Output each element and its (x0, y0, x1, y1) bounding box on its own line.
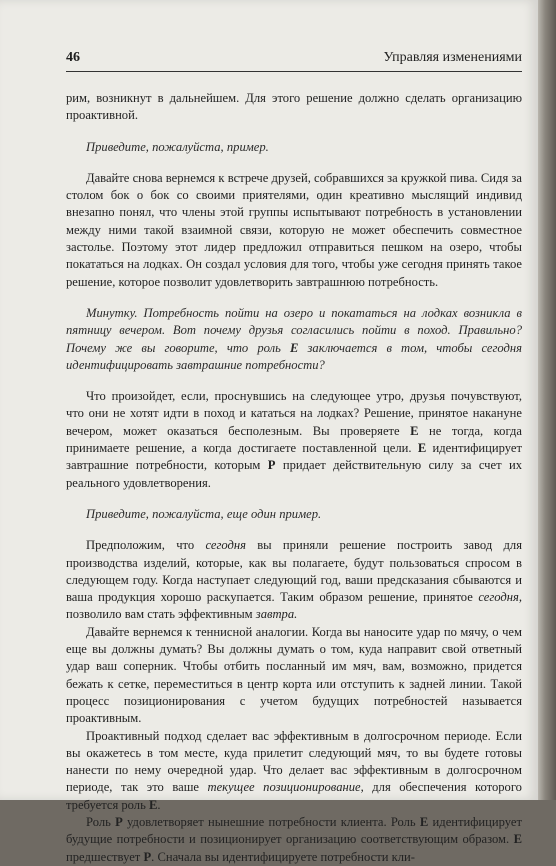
role-letter: E (513, 832, 522, 847)
question-objection: Минутку. Потребность пойти на озеро и покататься на лодках возникла в пятницу вечером. Вот почему друзья согласились пойти в поход. Правильно? Почему же вы говорите, что роль E заключается в том, чтобы сегодня идентифицировать завтрашние потребности? (66, 305, 522, 372)
paragraph-friends-example: Давайте снова вернемся к встрече друзей, собравшихся за кружкой пива. Сидя за столом бок о бок со своими приятелями, один креативно мыслящий индивид внезапно понял, что члены этой группы испытывают потребность в установлении между ними такой взаимной связи, которую не может обеспечить совместное застолье. Поэтому этот лидер предложил отправиться пешком на озеро, чтобы покататься на лодках. Он создал условия для того, чтобы уже сегодня принять такое решение, которое позволит удовлетворить завтрашнюю потребность. (66, 170, 522, 289)
role-letter: E (289, 340, 299, 355)
emphasis: завтра. (255, 607, 298, 622)
body-text (66, 90, 522, 866)
page-header (66, 50, 522, 70)
paragraph-tennis-analogy: Давайте вернемся к теннисной аналогии. Когда вы наносите удар по мячу, о чем еще вы должны думать? Вы должны думать о том, куда направит свой ответный удар ваш соперник. Чтобы отбить посланный им мяч, вам, возможно, придется бежать к сетке, переместиться в центр корта или отступить к задней линии. Такой процесс позиционирования с учетом будущих потребностей называется проактивным. (66, 624, 522, 726)
question-another-example: Приведите, пожалуйста, еще один пример. (86, 506, 322, 521)
book-spine-shadow (538, 0, 556, 800)
role-letter: P (143, 849, 152, 864)
paragraph-factory-example: Предположим, что сегодня вы приняли решение построить завод для производства изделий, которые, как вы полагаете, будут пользоваться спросом в следующем году. Когда наступает следующий год, ваши предсказания сбываются и ваша продукция хорошо раскупается. Таким образом решение, принятое сегодня, позволило вам стать эффективным завтра. (66, 538, 522, 622)
question-prompt: Приведите, пожалуйста, пример. (86, 139, 269, 154)
role-letter: E (417, 441, 427, 456)
emphasis: текущее позиционирование, (207, 780, 364, 795)
role-letter: P (267, 458, 276, 473)
running-title: Управляя изменениями (383, 50, 522, 65)
header-rule (66, 71, 522, 72)
page-number: 46 (66, 50, 80, 65)
paragraph-morning-after: Что произойдет, если, проснувшись на следующее утро, друзья почувствуют, что они не хотят идти в поход и кататься на лодках? Решение, принятое накануне вечером, может оказаться бесполезным. Вы проверяете E не тогда, когда принимаете решение, а когда достигаете поставленной цели. E идентифицирует завтрашние потребности, которым P придает действительную силу за счет их реального удовлетворения. (66, 389, 522, 490)
paragraph-continuation: рим, возникнут в дальнейшем. Для этого решение должно сделать организацию проактивной. (66, 91, 522, 123)
role-letter: E (149, 797, 158, 812)
paragraph-roles-p-e: Роль P удовлетворяет нынешние потребности клиента. Роль E идентифицирует будущие потребности и позиционирует организацию соответствующим образом. E предшествует P. Сначала вы идентифицируете потребности кли- (66, 814, 522, 864)
role-letter: P (115, 814, 123, 829)
role-letter: E (410, 423, 419, 438)
role-letter: E (419, 814, 429, 829)
emphasis: сегодня, (478, 590, 522, 605)
paragraph-proactive-approach: Проактивный подход сделает вас эффективным в долгосрочном периоде. Если вы окажетесь в том месте, куда прилетит следующий мяч, то вы будете готовы нанести по нему очередной удар. Что делает вас эффективным в долгосрочном периоде, так это ваше текущее позиционирование, для обеспечения которого требуется роль E. (66, 728, 522, 812)
emphasis: сегодня (205, 538, 246, 553)
